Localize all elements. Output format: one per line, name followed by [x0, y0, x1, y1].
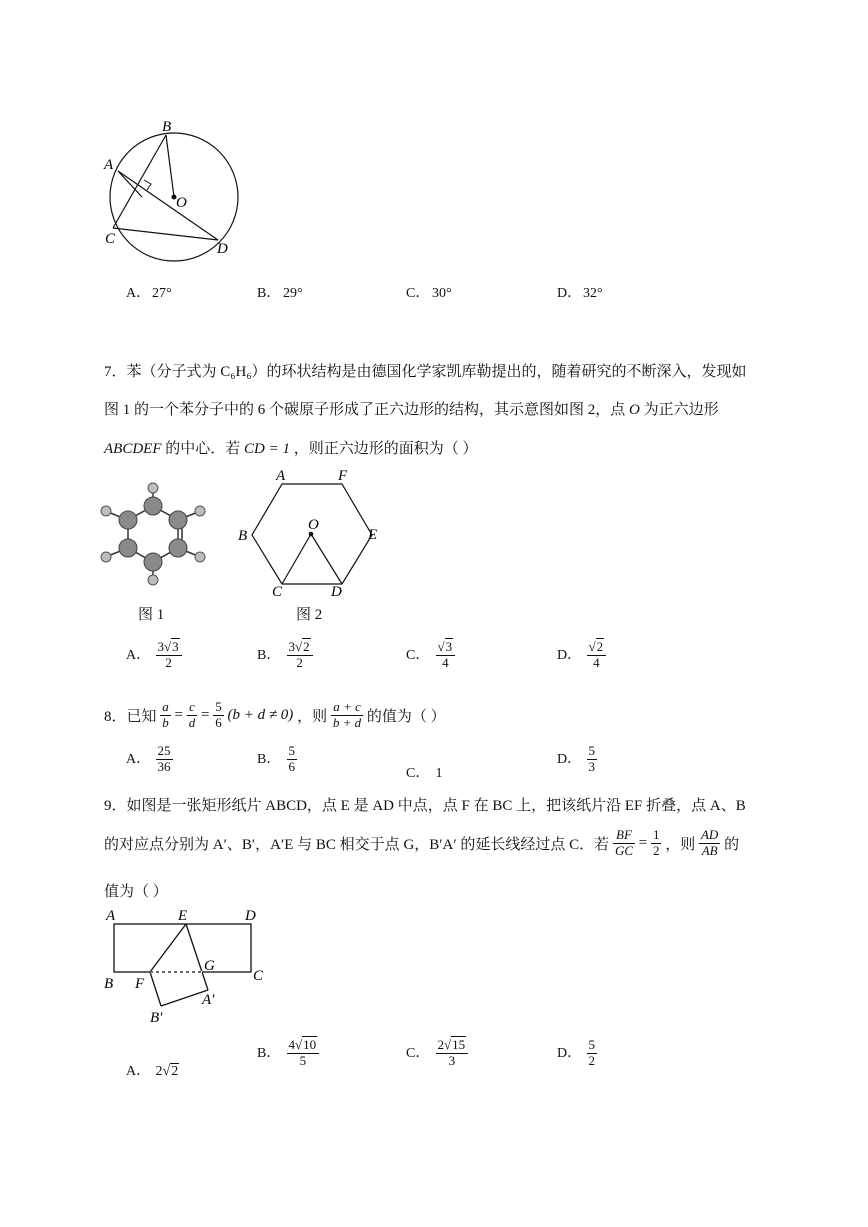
q7-line-2 [104, 398, 719, 419]
fraction-1-2: $\frac{1}{2}$ [652, 827, 660, 858]
option-label: D． [557, 1045, 582, 1061]
q9-option-a[interactable]: A． 2√2 [126, 1060, 179, 1080]
radicand: 2 [171, 1064, 179, 1079]
option-fraction: $\frac{√2}{4}$ [587, 640, 607, 671]
q9-line-2-mid: ，则 [665, 836, 696, 853]
q8-condition: (b + d ≠ 0) [227, 706, 294, 723]
option-label: A． [126, 286, 151, 301]
fraction-c-d: $\frac{c}{d}$ [188, 699, 196, 730]
radicand: 2 [596, 639, 604, 654]
label-a: A [276, 468, 286, 484]
option-fraction: $\frac{5}{6}$ [288, 743, 295, 774]
option-label: B． [257, 751, 281, 767]
q7-line-3-text: 的中心．若 [165, 441, 241, 457]
q7-hexagon-name: ABCDEF [104, 441, 162, 457]
label-o: O [176, 195, 187, 211]
q8-suffix: 的值为（ ） [366, 708, 446, 725]
option-label: B． [257, 1045, 281, 1061]
option-label: A． [126, 1064, 151, 1079]
q6-circle-figure [100, 115, 260, 265]
q8-option-c[interactable] [406, 762, 443, 782]
segment-bc [113, 135, 166, 228]
fraction-5-6: $\frac{5}{6}$ [215, 699, 222, 730]
carbon-atom [169, 539, 187, 557]
option-label: D． [557, 751, 582, 767]
label-d: D [217, 241, 228, 257]
option-fraction: $\frac{2√15}{3}$ [436, 1038, 469, 1069]
radicand: 3 [445, 639, 453, 654]
radicand: 3 [172, 639, 179, 654]
label-f: F [338, 468, 348, 484]
q9-option-c[interactable] [406, 1038, 468, 1069]
denominator: 4 [593, 654, 600, 670]
q7-line-2-end: 为正六边形 [643, 402, 719, 418]
option-label: C． [406, 286, 430, 301]
q8-mid: ，则 [297, 708, 328, 725]
option-fraction: $\frac{√3}{4}$ [436, 640, 456, 671]
option-label: C． [406, 647, 430, 663]
coef: 3 [288, 639, 295, 654]
label-c: C [272, 584, 283, 600]
label-c: C [253, 968, 264, 984]
option-label: D． [557, 286, 582, 301]
q9-line-2 [104, 828, 739, 859]
option-fraction: $\frac{5}{3}$ [588, 743, 595, 774]
q9-line-2-end: 的 [724, 836, 740, 853]
option-value: 30° [432, 286, 452, 301]
q7-option-d[interactable] [557, 640, 606, 671]
option-label: A． [126, 751, 151, 767]
option-fraction: $\frac{25}{36}$ [157, 743, 171, 774]
label-c: C [105, 231, 116, 247]
label-a: A [104, 157, 114, 173]
q9-line-2-text: 的对应点分别为 A′、B′，A′E 与 BC 相交于点 G，B′A′ 的延长线经过点 C．若 [104, 836, 610, 853]
q6-option-c[interactable] [406, 282, 452, 302]
option-coef: 2 [155, 1064, 163, 1079]
hydrogen-atom [101, 506, 111, 516]
option-value: 32° [583, 286, 603, 301]
segment-fb1 [150, 972, 161, 1006]
coef: 3 [157, 639, 164, 654]
segment-oc [282, 534, 311, 584]
label-f: F [135, 976, 145, 992]
q6-option-d[interactable] [557, 282, 603, 302]
q7-line-2-text: 图 1 的一个苯分子中的 6 个碳原子形成了正六边形的结构，其示意图如图 2，点 [104, 402, 626, 418]
option-value: 29° [283, 286, 303, 301]
denominator: 4 [442, 654, 449, 670]
option-value: 27° [152, 286, 172, 301]
label-b-prime: B′ [150, 1010, 163, 1026]
segment-od [311, 534, 342, 584]
q8-stem: 8．已知 $\frac{a}{b}$ = $\frac{c}{d}$ = $\frac{5}{6}$ (b + d ≠ 0) ，则 $\frac{a + c}{b + d}$ 的值为（ ） [104, 699, 446, 730]
carbon-atom [169, 511, 187, 529]
hydrogen-atom [195, 506, 205, 516]
label-e: E [178, 908, 188, 924]
option-label: C． [406, 766, 430, 781]
q6-option-b[interactable] [257, 282, 303, 302]
segment-ef [150, 924, 186, 972]
carbon-atom [119, 539, 137, 557]
q7-condition: CD = 1 [244, 441, 290, 457]
label-d: D [245, 908, 256, 924]
q7-line-3-end: ，则正六边形的面积为（ ） [293, 441, 478, 457]
hydrogen-atom [148, 575, 158, 585]
segment-ea1 [186, 924, 208, 990]
q7-option-a[interactable] [126, 640, 182, 671]
carbon-atom [144, 497, 162, 515]
hydrogen-atom [101, 552, 111, 562]
fraction-sum: $\frac{a + c}{b + d}$ [332, 699, 362, 730]
q8-option-b[interactable] [257, 744, 297, 775]
hydrogen-atom [148, 483, 158, 493]
q7-option-b[interactable] [257, 640, 313, 671]
option-label: D． [557, 647, 582, 663]
fraction-ad-ab: $\frac{AD}{AB}$ [700, 827, 719, 858]
denominator: 2 [165, 654, 172, 670]
figure-1-caption: 图 1 [138, 607, 165, 623]
hexagon-figure [232, 462, 382, 602]
q9-option-b[interactable] [257, 1038, 319, 1069]
q7-option-c[interactable] [406, 640, 455, 671]
option-label: C． [406, 1045, 430, 1061]
q7-line-3 [104, 437, 478, 458]
fraction-bf-gc: $\frac{BF}{GC}$ [614, 827, 633, 858]
benzene-molecule-figure [98, 478, 210, 590]
segment-b1a1 [161, 990, 208, 1006]
label-g: G [204, 958, 215, 974]
label-o: O [308, 517, 319, 533]
equals: = [638, 834, 648, 851]
right-angle-mark [144, 180, 151, 190]
folded-rectangle-figure [100, 902, 280, 1027]
q7-var-o: O [629, 402, 640, 418]
q9-line-1: 9．如图是一张矩形纸片 ABCD，点 E 是 AD 中点，点 F 在 BC 上，把该纸片沿 EF 折叠，点 A、B [104, 798, 746, 814]
hydrogen-atom [195, 552, 205, 562]
figure-2-caption: 图 2 [296, 607, 323, 623]
label-e: E [368, 527, 378, 543]
q8-option-d[interactable] [557, 744, 597, 775]
option-label: A． [126, 647, 151, 663]
label-b: B [238, 528, 248, 544]
q9-line-3: 值为（ ） [104, 884, 168, 900]
q6-option-a[interactable] [126, 282, 172, 302]
option-fraction: $\frac{3√3}{2}$ [156, 640, 182, 671]
q8-option-a[interactable] [126, 744, 173, 775]
segment-ad [118, 171, 218, 240]
label-d: D [331, 584, 342, 600]
label-b: B [104, 976, 114, 992]
denominator: 2 [296, 654, 303, 670]
option-fraction: $\frac{3√2}{2}$ [287, 640, 313, 671]
label-b: B [162, 119, 172, 135]
fraction-a-b: $\frac{a}{b}$ [162, 699, 169, 730]
label-a: A [106, 908, 116, 924]
option-label: B． [257, 647, 281, 663]
rectangle-abcd [114, 924, 251, 972]
option-label: B． [257, 286, 281, 301]
radicand: 2 [303, 639, 310, 654]
option-fraction: $\frac{4√10}{5}$ [287, 1038, 320, 1069]
carbon-atom [119, 511, 137, 529]
segment-bo [166, 135, 174, 197]
carbon-atom [144, 553, 162, 571]
label-a-prime: A′ [202, 992, 215, 1008]
q8-prefix: 8．已知 [104, 708, 157, 725]
q7-line-1: 7．苯（分子式为 C₆H₆）的环状结构是由德国化学家凯库勒提出的，随着研究的不断深入，发现如 [104, 364, 747, 380]
option-value: 1 [435, 766, 443, 781]
option-fraction: $\frac{5}{2}$ [588, 1037, 595, 1068]
q9-option-d[interactable] [557, 1038, 597, 1069]
